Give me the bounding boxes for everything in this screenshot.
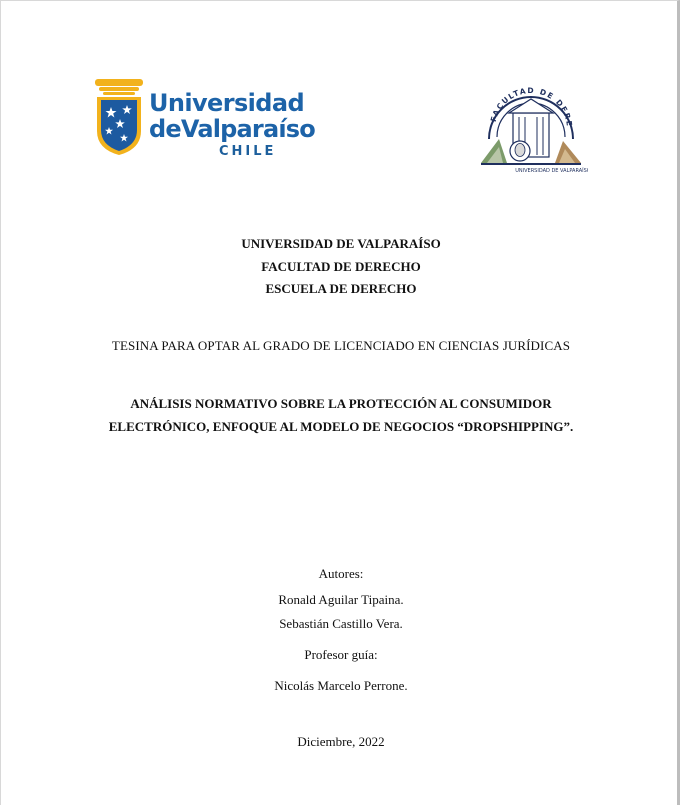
thesis-title [1,393,680,438]
university-wordmark [149,91,315,158]
author-name: Ronald Aguilar Tipaina. [278,592,404,607]
advisor-name: Nicolás Marcelo Perrone. [274,678,408,693]
author-name: Sebastián Castillo Vera. [279,616,403,631]
document-date: Diciembre, 2022 [297,734,385,749]
logo-name-line2: deValparaíso [149,115,315,143]
logo-name-line3: CHILE [219,144,277,159]
school-name: ESCUELA DE DERECHO [265,281,417,296]
thesis-title-line2: ELECTRÓNICO, ENFOQUE AL MODELO DE NEGOCIOS “DROPSHIPPING”. [108,418,574,434]
faculty-name: FACULTAD DE DERECHO [261,258,421,274]
faculty-seal-logo [473,77,588,175]
thesis-title-line1: ANÁLISIS NORMATIVO SOBRE LA PROTECCIÓN AL CONSUMIDOR [130,396,552,411]
advisor-label: Profesor guía: [304,647,378,662]
university-name: UNIVERSIDAD DE VALPARAÍSO [241,236,441,251]
seal-caption: UNIVERSIDAD DE VALPARAÍSO [515,168,588,174]
university-logo [91,77,315,167]
star-shield-icon [93,77,145,157]
faculty-seal-icon [473,77,588,175]
institution-block [1,233,680,301]
logo-name-line1: Universidad [149,89,305,117]
authors-label: Autores: [318,566,364,581]
degree-line: TESINA PARA OPTAR AL GRADO DE LICENCIADO EN CIENCIAS JURÍDICAS [111,338,571,353]
seal-ring-text: FACULTAD DE DERE [488,85,575,128]
credits-block [1,565,680,694]
